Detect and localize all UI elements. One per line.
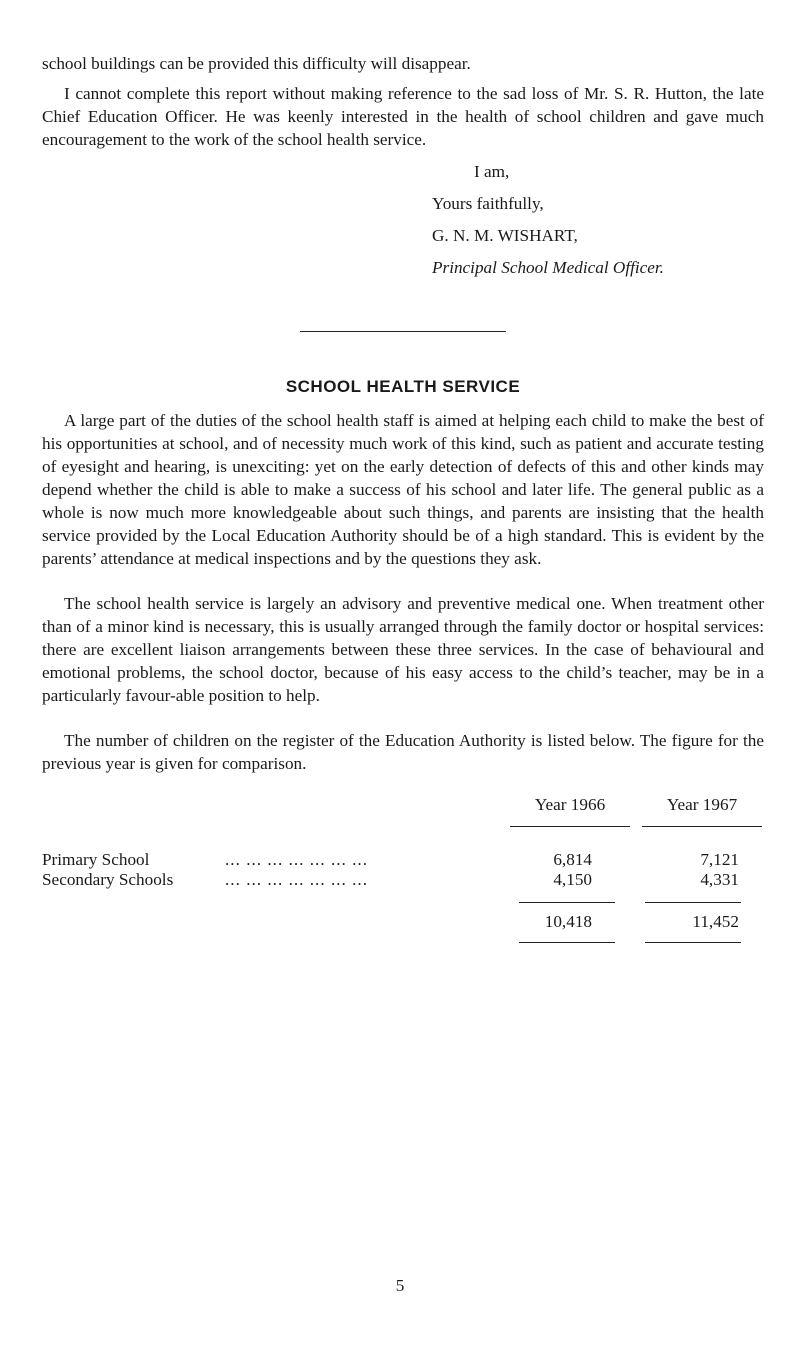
bottom-rule — [645, 942, 741, 943]
section-heading: SCHOOL HEALTH SERVICE — [285, 377, 521, 396]
column-header-1966: Year 1966 — [534, 795, 606, 814]
signature-greeting: I am, — [474, 162, 510, 181]
row-label: Primary School — [42, 850, 150, 869]
register-table — [42, 795, 764, 995]
total-cell: 11,452 — [692, 912, 739, 931]
section-paragraph-1: A large part of the duties of the school health staff is aimed at helping each child to make the best of his opportunities at school, and of necessity much work of this kind, such as patient and accurate testing of eyesight and hearing, is unexciting: yet on the early detection of defects of this and other kinds may depend whether the child is able to make a success of his school and later life. The general public as a whole is now much more knowledgeable about such things, and parents are insisting that the health service provided by the Local Education Authority should be of a high standard. This is evident by the parents’ attendance at medical inspections and by the questions they ask. — [42, 411, 764, 568]
total-rule — [645, 902, 741, 903]
header-rule — [510, 826, 630, 827]
leader-dots: ... ... ... ... ... ... ... — [225, 850, 369, 869]
row-label: Secondary Schools — [42, 870, 174, 889]
leader-dots: ... ... ... ... ... ... ... — [225, 870, 369, 889]
value-cell: 6,814 — [553, 850, 592, 869]
bottom-rule — [519, 942, 615, 943]
total-cell: 10,418 — [544, 912, 592, 931]
signature-closing: Yours faithfully, — [432, 194, 544, 213]
page-number: 5 — [395, 1276, 405, 1295]
section-paragraph-3: The number of children on the register of the Education Authority is listed below. The figure for the previous year is given for comparison. — [42, 731, 764, 773]
value-cell: 4,150 — [553, 870, 592, 889]
signature-title: Principal School Medical Officer. — [432, 258, 664, 277]
signature-block — [432, 160, 764, 279]
intro-fragment-paragraph: school buildings can be provided this difficulty will disappear. — [42, 54, 471, 73]
signature-name: G. N. M. WISHART, — [432, 226, 578, 245]
column-header-1967: Year 1967 — [666, 795, 738, 814]
value-cell: 4,331 — [700, 870, 739, 889]
total-rule — [519, 902, 615, 903]
table-row — [42, 870, 764, 893]
totals-row — [42, 912, 764, 935]
section-divider — [300, 331, 506, 332]
header-rule — [642, 826, 762, 827]
section-paragraph-2: The school health service is largely an advisory and preventive medical one. When treatment other than of a minor kind is necessary, this is usually arranged through the family doctor or hospital services: there are excellent liaison arrangements between these three services. In the case of behavioural and emotional problems, the school doctor, because of his easy access to the child’s teacher, may be in a particularly favour-able position to help. — [42, 594, 764, 705]
tribute-paragraph: I cannot complete this report without making reference to the sad loss of Mr. S. R. Hutton, the late Chief Education Officer. He was keenly interested in the health of school children and gave much encouragement to the work of the school health service. — [42, 84, 764, 149]
value-cell: 7,121 — [700, 850, 739, 869]
document-page — [42, 52, 764, 995]
